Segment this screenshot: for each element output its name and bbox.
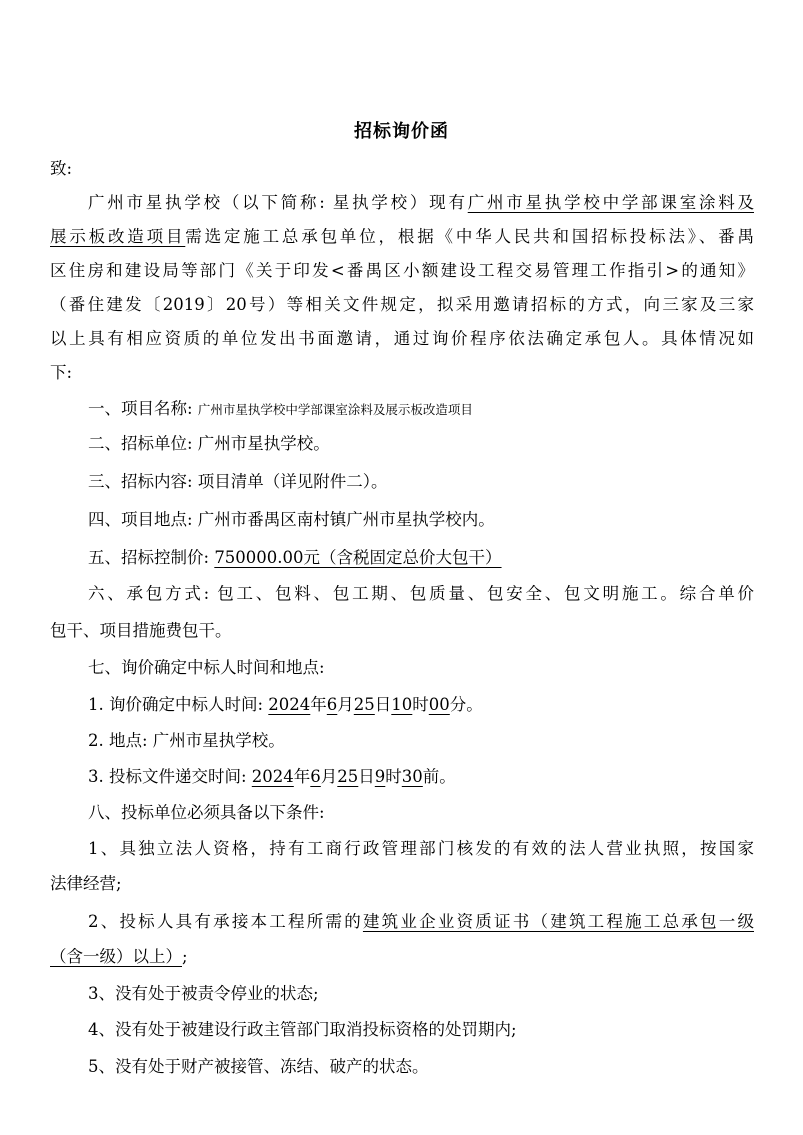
intro-text: 需选定施工总承包单位，根据《中华人民共和国招标投标法》、番禺 xyxy=(185,227,754,246)
sub-item-submission-time xyxy=(88,760,456,794)
date-day: 25 xyxy=(337,767,359,786)
requirement-text: 2、投标人具有承接本工程所需的 xyxy=(88,912,363,931)
time-unit: 时 xyxy=(385,767,402,786)
project-name-underlined: 广州市星执学校中学部课室涂料及 xyxy=(467,193,754,212)
page-title: 招标询价函 xyxy=(354,121,449,142)
time-unit: 分。 xyxy=(449,695,483,714)
date-unit: 日 xyxy=(374,695,392,714)
intro-line-4: （番住建发〔2019〕20号）等相关文件规定，拟采用邀请招标的方式，向三家及三家 xyxy=(50,295,754,314)
date-unit: 日 xyxy=(358,767,375,786)
requirement-2 xyxy=(88,905,754,939)
intro-line-2 xyxy=(50,220,754,254)
date-year: 2024 xyxy=(268,695,311,714)
item-label: 一、项目名称: xyxy=(88,399,193,418)
item-bidder-requirements: 八、投标单位必须具备以下条件: xyxy=(88,803,325,822)
qualification-certificate-cont: （含一级）以上） xyxy=(50,947,182,966)
time-minute: 00 xyxy=(428,695,450,714)
time-hour: 9 xyxy=(374,767,386,786)
date-month: 6 xyxy=(310,767,321,786)
item-value: 广州市星执学校中学部课室涂料及展示板改造项目 xyxy=(197,402,473,417)
time-unit: 前。 xyxy=(422,767,456,786)
item-tender-content: 三、招标内容: 项目清单（详见附件二）。 xyxy=(88,472,388,491)
time-unit: 时 xyxy=(412,695,429,714)
sub-item-location: 2. 地点: 广州市星执学校。 xyxy=(88,731,285,750)
sub-item-label: 1. 询价确定中标人时间: xyxy=(88,695,264,714)
time-hour: 10 xyxy=(391,695,413,714)
item-control-price xyxy=(88,541,502,575)
requirement-1-cont: 法律经营; xyxy=(50,874,122,893)
requirement-text: ; xyxy=(182,947,188,966)
control-price-value: 750000.00元（含税固定总价大包干） xyxy=(214,548,502,567)
requirement-4: 4、没有处于被建设行政主管部门取消投标资格的处罚期内; xyxy=(88,1020,517,1039)
item-contract-method-cont: 包干、项目措施费包干。 xyxy=(50,621,232,640)
item-inquiry-time-place: 七、询价确定中标人时间和地点: xyxy=(88,658,325,677)
date-day: 25 xyxy=(353,695,375,714)
requirement-3: 3、没有处于被责令停业的状态; xyxy=(88,984,319,1003)
requirement-5: 5、没有处于财产被接管、冻结、破产的状态。 xyxy=(88,1057,429,1076)
date-unit: 月 xyxy=(337,695,354,714)
item-project-location: 四、项目地点: 广州市番禺区南村镇广州市星执学校内。 xyxy=(88,510,495,529)
requirement-2-cont xyxy=(50,940,188,974)
item-tender-unit: 二、招标单位: 广州市星执学校。 xyxy=(88,434,330,453)
intro-line-1 xyxy=(88,186,754,220)
date-unit: 年 xyxy=(293,767,311,786)
intro-line-3: 区住房和建设局等部门《关于印发<番禺区小额建设工程交易管理工作指引>的通知》 xyxy=(50,261,754,280)
project-name-underlined-cont: 展示板改造项目 xyxy=(50,227,186,246)
salutation: 致: xyxy=(50,159,73,178)
date-month: 6 xyxy=(326,695,338,714)
requirement-1: 1、具独立法人资格，持有工商行政管理部门核发的有效的法人营业执照，按国家 xyxy=(88,839,754,858)
item-project-name xyxy=(88,392,473,426)
date-unit: 月 xyxy=(320,767,338,786)
intro-text: 广州市星执学校（以下简称: 星执学校）现有 xyxy=(88,193,468,212)
date-unit: 年 xyxy=(310,695,327,714)
sub-item-label: 3. 投标文件递交时间: xyxy=(88,767,247,786)
intro-line-6: 下: xyxy=(50,363,73,382)
item-label: 五、招标控制价: xyxy=(88,548,210,567)
sub-item-inquiry-time xyxy=(88,688,483,722)
intro-line-5: 以上具有相应资质的单位发出书面邀请，通过询价程序依法确定承包人。具体情况如 xyxy=(50,329,754,348)
qualification-certificate: 建筑业企业资质证书（建筑工程施工总承包一级 xyxy=(362,912,754,931)
item-contract-method: 六、承包方式: 包工、包料、包工期、包质量、包安全、包文明施工。综合单价 xyxy=(88,584,754,603)
time-minute: 30 xyxy=(401,767,423,786)
date-year: 2024 xyxy=(251,767,294,786)
